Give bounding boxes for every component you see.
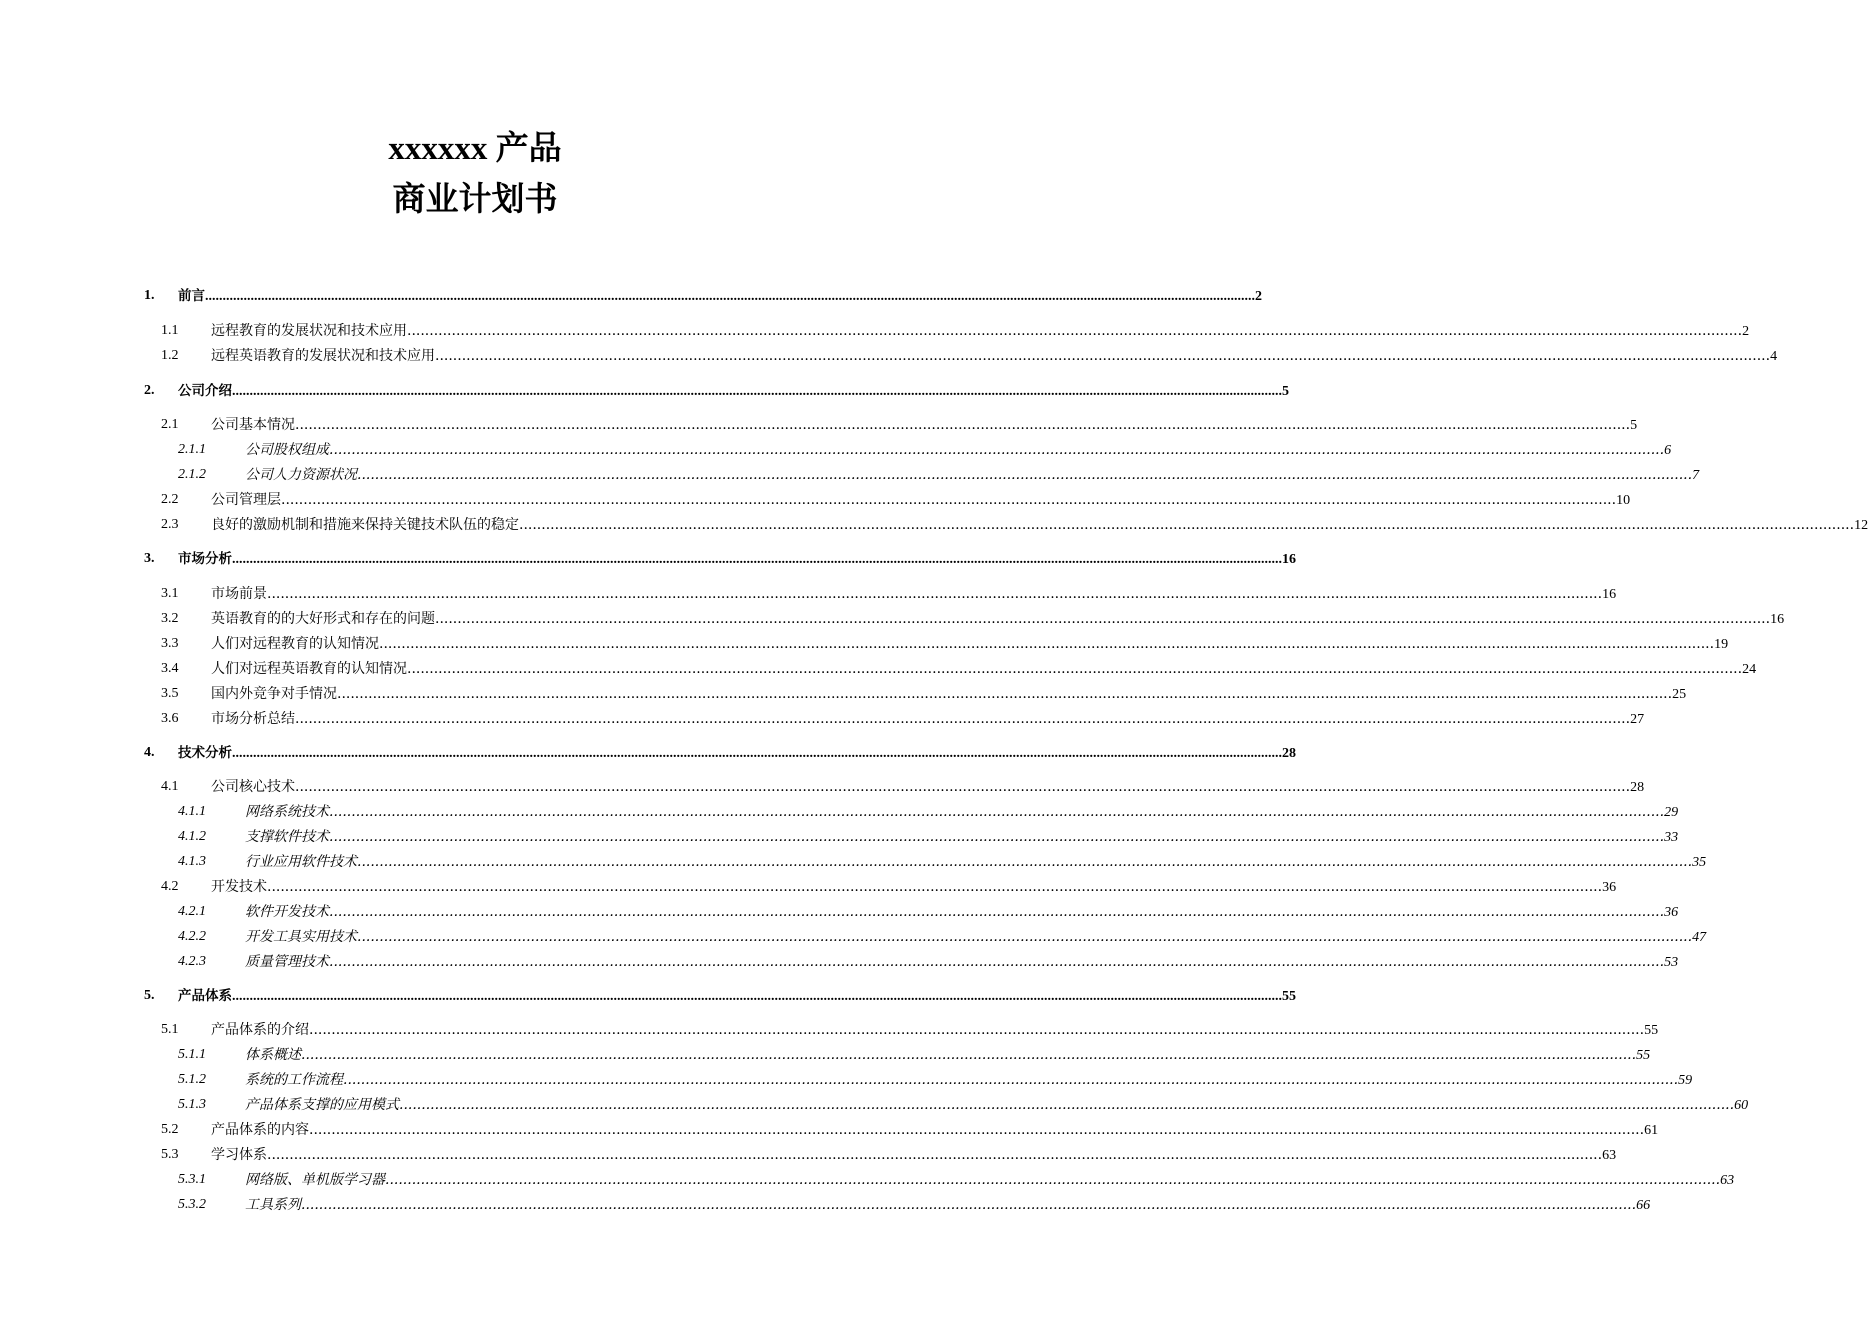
- toc-entry-page-number: 59: [1678, 1073, 1693, 1088]
- toc-entry-level3[interactable]: [0, 1168, 1735, 1192]
- toc-dot-leader: ............................................................................................................................................................................................................................................................................................................: [357, 467, 1693, 483]
- toc-entry-level1[interactable]: [0, 547, 1296, 571]
- toc-entry-level3[interactable]: [0, 1093, 1749, 1117]
- toc-entry-page-number: 29: [1664, 805, 1679, 820]
- toc-entry-level3[interactable]: [0, 925, 1707, 949]
- toc-entry-number: 5.1.2: [178, 1072, 206, 1087]
- toc-entry-title: 良好的激励机制和措施来保持关键技术队伍的稳定: [211, 517, 519, 533]
- toc-entry-level1[interactable]: [0, 379, 1289, 403]
- toc-entry-title: 系统的工作流程: [245, 1072, 343, 1088]
- toc-entry-page-number: 61: [1644, 1123, 1659, 1138]
- toc-entry-title: 工具系列: [245, 1197, 301, 1213]
- toc-entry-page-number: 55: [1644, 1023, 1659, 1038]
- toc-entry-number: 4.2: [161, 879, 179, 894]
- toc-entry-number: 3.1: [161, 586, 179, 601]
- toc-entry-level2[interactable]: [0, 1118, 1659, 1142]
- toc-entry-page-number: 16: [1770, 612, 1785, 627]
- toc-entry-number: 3.2: [161, 611, 179, 626]
- toc-entry-title: 远程英语教育的发展状况和技术应用: [211, 348, 435, 364]
- toc-dot-leader: ............................................................................................................................................................................................................................................................................................................: [295, 779, 1631, 795]
- toc-entry-number: 5.1.3: [178, 1097, 206, 1112]
- toc-entry-title: 开发工具实用技术: [245, 929, 357, 945]
- toc-entry-number: 4.1.2: [178, 829, 206, 844]
- toc-entry-title: 开发技术: [211, 879, 267, 895]
- toc-entry-title: 公司介绍: [178, 383, 232, 399]
- toc-entry-page-number: 24: [1742, 662, 1757, 677]
- toc-entry-level2[interactable]: [0, 632, 1729, 656]
- toc-entry-number: 4.2.2: [178, 929, 206, 944]
- toc-entry-level1[interactable]: [0, 284, 1262, 308]
- toc-entry-page-number: 33: [1664, 830, 1679, 845]
- toc-dot-leader: ............................................................................................................................................................................................................................................................................................................: [309, 1022, 1645, 1038]
- toc-entry-number: 1.: [144, 288, 155, 303]
- toc-entry-title: 英语教育的的大好形式和存在的问题: [211, 611, 435, 627]
- toc-dot-leader: ............................................................................................................................................................................................................................................................................................................: [267, 1147, 1603, 1163]
- toc-entry-level2[interactable]: [0, 344, 1778, 368]
- toc-entry-number: 5.2: [161, 1122, 179, 1137]
- toc-entry-page-number: 27: [1630, 712, 1645, 727]
- toc-entry-number: 4.: [144, 745, 155, 760]
- toc-entry-level3[interactable]: [0, 1193, 1651, 1217]
- toc-entry-level3[interactable]: [0, 438, 1672, 462]
- toc-entry-page-number: 36: [1664, 905, 1679, 920]
- toc-dot-leader: ............................................................................................................................................................................................................................................................................................................: [232, 989, 1282, 1004]
- toc-entry-number: 4.1.3: [178, 854, 206, 869]
- toc-dot-leader: ............................................................................................................................................................................................................................................................................................................: [232, 552, 1282, 567]
- toc-entry-level2[interactable]: [0, 682, 1687, 706]
- toc-entry-page-number: 28: [1282, 746, 1296, 761]
- toc-entry-title: 产品体系的内容: [211, 1122, 309, 1138]
- toc-entry-level2[interactable]: [0, 319, 1750, 343]
- toc-entry-level3[interactable]: [0, 825, 1679, 849]
- toc-entry-page-number: 7: [1692, 468, 1700, 483]
- toc-entry-title: 网络版、单机版学习器: [245, 1172, 385, 1188]
- toc-entry-title: 产品体系: [178, 988, 232, 1004]
- toc-entry-level2[interactable]: [0, 775, 1645, 799]
- toc-entry-number: 2.1.1: [178, 442, 206, 457]
- toc-entry-title: 国内外竞争对手情况: [211, 686, 337, 702]
- toc-entry-number: 3.4: [161, 661, 179, 676]
- toc-dot-leader: ............................................................................................................................................................................................................................................................................................................: [435, 611, 1771, 627]
- toc-entry-number: 5.3.2: [178, 1197, 206, 1212]
- toc-dot-leader: ............................................................................................................................................................................................................................................................................................................: [385, 1172, 1721, 1188]
- toc-dot-leader: ............................................................................................................................................................................................................................................................................................................: [329, 904, 1665, 920]
- toc-dot-leader: ............................................................................................................................................................................................................................................................................................................: [407, 323, 1743, 339]
- toc-entry-number: 3.: [144, 551, 155, 566]
- toc-entry-number: 5.: [144, 988, 155, 1003]
- toc-dot-leader: ............................................................................................................................................................................................................................................................................................................: [329, 829, 1665, 845]
- toc-dot-leader: ............................................................................................................................................................................................................................................................................................................: [205, 289, 1255, 304]
- toc-entry-number: 5.3.1: [178, 1172, 206, 1187]
- toc-entry-title: 支撑软件技术: [245, 829, 329, 845]
- toc-entry-title: 前言: [178, 288, 205, 304]
- toc-entry-page-number: 12: [1854, 518, 1868, 533]
- toc-entry-page-number: 4: [1770, 349, 1778, 364]
- toc-entry-title: 软件开发技术: [245, 904, 329, 920]
- toc-entry-title: 技术分析: [178, 745, 232, 761]
- toc-entry-page-number: 47: [1692, 930, 1707, 945]
- toc-entry-page-number: 16: [1602, 587, 1617, 602]
- toc-entry-title: 人们对远程英语教育的认知情况: [211, 661, 407, 677]
- toc-entry-page-number: 5: [1630, 418, 1638, 433]
- toc-entry-title: 市场前景: [211, 586, 267, 602]
- toc-dot-leader: ............................................................................................................................................................................................................................................................................................................: [301, 1197, 1637, 1213]
- toc-dot-leader: ............................................................................................................................................................................................................................................................................................................: [295, 711, 1631, 727]
- toc-entry-level2[interactable]: [0, 607, 1785, 631]
- toc-entry-level2[interactable]: [0, 513, 1868, 537]
- toc-entry-title: 公司基本情况: [211, 417, 295, 433]
- toc-dot-leader: ............................................................................................................................................................................................................................................................................................................: [357, 854, 1693, 870]
- toc-entry-number: 4.2.3: [178, 954, 206, 969]
- toc-entry-page-number: 35: [1692, 855, 1707, 870]
- toc-entry-number: 3.6: [161, 711, 179, 726]
- toc-entry-number: 2.3: [161, 517, 179, 532]
- toc-entry-number: 4.2.1: [178, 904, 206, 919]
- toc-entry-level2[interactable]: [0, 657, 1757, 681]
- toc-dot-leader: ............................................................................................................................................................................................................................................................................................................: [357, 929, 1693, 945]
- toc-dot-leader: ............................................................................................................................................................................................................................................................................................................: [232, 384, 1282, 399]
- toc-entry-level3[interactable]: [0, 850, 1707, 874]
- document-title-line1: xxxxxx 产品: [388, 131, 562, 167]
- toc-dot-leader: ............................................................................................................................................................................................................................................................................................................: [399, 1097, 1735, 1113]
- toc-entry-title: 人们对远程教育的认知情况: [211, 636, 379, 652]
- toc-entry-page-number: 36: [1602, 880, 1617, 895]
- toc-entry-page-number: 60: [1734, 1098, 1749, 1113]
- toc-entry-level1[interactable]: [0, 984, 1296, 1008]
- toc-entry-page-number: 55: [1282, 989, 1296, 1004]
- toc-entry-number: 3.3: [161, 636, 179, 651]
- toc-entry-number: 3.5: [161, 686, 179, 701]
- toc-entry-page-number: 63: [1720, 1173, 1735, 1188]
- toc-entry-page-number: 28: [1630, 780, 1645, 795]
- toc-entry-page-number: 63: [1602, 1148, 1617, 1163]
- toc-entry-title: 产品体系支撑的应用模式: [245, 1097, 399, 1113]
- toc-entry-page-number: 53: [1664, 955, 1679, 970]
- toc-entry-title: 体系概述: [245, 1047, 301, 1063]
- toc-entry-level2[interactable]: [0, 707, 1645, 731]
- toc-entry-level2[interactable]: [0, 1018, 1659, 1042]
- toc-dot-leader: ............................................................................................................................................................................................................................................................................................................: [295, 417, 1631, 433]
- toc-entry-title: 行业应用软件技术: [245, 854, 357, 870]
- toc-entry-level2[interactable]: [0, 582, 1617, 606]
- toc-dot-leader: ............................................................................................................................................................................................................................................................................................................: [329, 804, 1665, 820]
- toc-entry-page-number: 10: [1616, 493, 1631, 508]
- toc-dot-leader: ............................................................................................................................................................................................................................................................................................................: [519, 517, 1855, 533]
- toc-entry-title: 产品体系的介绍: [211, 1022, 309, 1038]
- toc-entry-page-number: 19: [1714, 637, 1729, 652]
- toc-entry-page-number: 16: [1282, 552, 1296, 567]
- toc-dot-leader: ............................................................................................................................................................................................................................................................................................................: [301, 1047, 1637, 1063]
- toc-entry-title: 网络系统技术: [245, 804, 329, 820]
- toc-entry-level3[interactable]: [0, 950, 1679, 974]
- toc-entry-level2[interactable]: [0, 413, 1638, 437]
- toc-entry-title: 市场分析: [178, 551, 232, 567]
- toc-entry-level2[interactable]: [0, 1143, 1617, 1167]
- toc-entry-title: 学习体系: [211, 1147, 267, 1163]
- toc-entry-level3[interactable]: [0, 1068, 1693, 1092]
- toc-dot-leader: ............................................................................................................................................................................................................................................................................................................: [379, 636, 1715, 652]
- toc-dot-leader: ............................................................................................................................................................................................................................................................................................................: [232, 746, 1282, 761]
- toc-entry-level3[interactable]: [0, 1043, 1651, 1067]
- toc-dot-leader: ............................................................................................................................................................................................................................................................................................................: [329, 442, 1665, 458]
- toc-entry-level3[interactable]: [0, 800, 1679, 824]
- toc-entry-level1[interactable]: [0, 741, 1296, 765]
- toc-entry-title: 市场分析总结: [211, 711, 295, 727]
- toc-entry-page-number: 55: [1636, 1048, 1651, 1063]
- toc-entry-title: 质量管理技术: [245, 954, 329, 970]
- toc-dot-leader: ............................................................................................................................................................................................................................................................................................................: [267, 879, 1603, 895]
- toc-dot-leader: ............................................................................................................................................................................................................................................................................................................: [281, 492, 1617, 508]
- toc-dot-leader: ............................................................................................................................................................................................................................................................................................................: [309, 1122, 1645, 1138]
- toc-entry-page-number: 25: [1672, 687, 1687, 702]
- toc-entry-level2[interactable]: [0, 488, 1631, 512]
- toc-entry-page-number: 6: [1664, 443, 1672, 458]
- toc-entry-number: 2.2: [161, 492, 179, 507]
- toc-entry-number: 5.1.1: [178, 1047, 206, 1062]
- toc-dot-leader: ............................................................................................................................................................................................................................................................................................................: [343, 1072, 1679, 1088]
- toc-entry-number: 4.1: [161, 779, 179, 794]
- toc-entry-title: 公司股权组成: [245, 442, 329, 458]
- toc-entry-level2[interactable]: [0, 875, 1617, 899]
- toc-entry-title: 远程教育的发展状况和技术应用: [211, 323, 407, 339]
- toc-entry-page-number: 2: [1255, 289, 1262, 304]
- toc-entry-number: 2.1: [161, 417, 179, 432]
- toc-dot-leader: ............................................................................................................................................................................................................................................................................................................: [337, 686, 1673, 702]
- toc-entry-title: 公司管理层: [211, 492, 281, 508]
- toc-dot-leader: ............................................................................................................................................................................................................................................................................................................: [329, 954, 1665, 970]
- toc-entry-page-number: 66: [1636, 1198, 1651, 1213]
- toc-entry-number: 1.2: [161, 348, 179, 363]
- toc-entry-level3[interactable]: [0, 900, 1679, 924]
- toc-entry-number: 4.1.1: [178, 804, 206, 819]
- toc-entry-number: 5.1: [161, 1022, 179, 1037]
- document-title-line2: 商业计划书: [392, 182, 558, 218]
- toc-entry-page-number: 2: [1742, 324, 1750, 339]
- toc-entry-page-number: 5: [1282, 384, 1289, 399]
- toc-dot-leader: ............................................................................................................................................................................................................................................................................................................: [435, 348, 1771, 364]
- toc-entry-title: 公司人力资源状况: [245, 467, 357, 483]
- toc-dot-leader: ............................................................................................................................................................................................................................................................................................................: [407, 661, 1743, 677]
- toc-entry-level3[interactable]: [0, 463, 1700, 487]
- toc-entry-number: 2.: [144, 383, 155, 398]
- toc-entry-number: 5.3: [161, 1147, 179, 1162]
- toc-dot-leader: ............................................................................................................................................................................................................................................................................................................: [267, 586, 1603, 602]
- toc-entry-number: 1.1: [161, 323, 179, 338]
- toc-entry-title: 公司核心技术: [211, 779, 295, 795]
- toc-entry-number: 2.1.2: [178, 467, 206, 482]
